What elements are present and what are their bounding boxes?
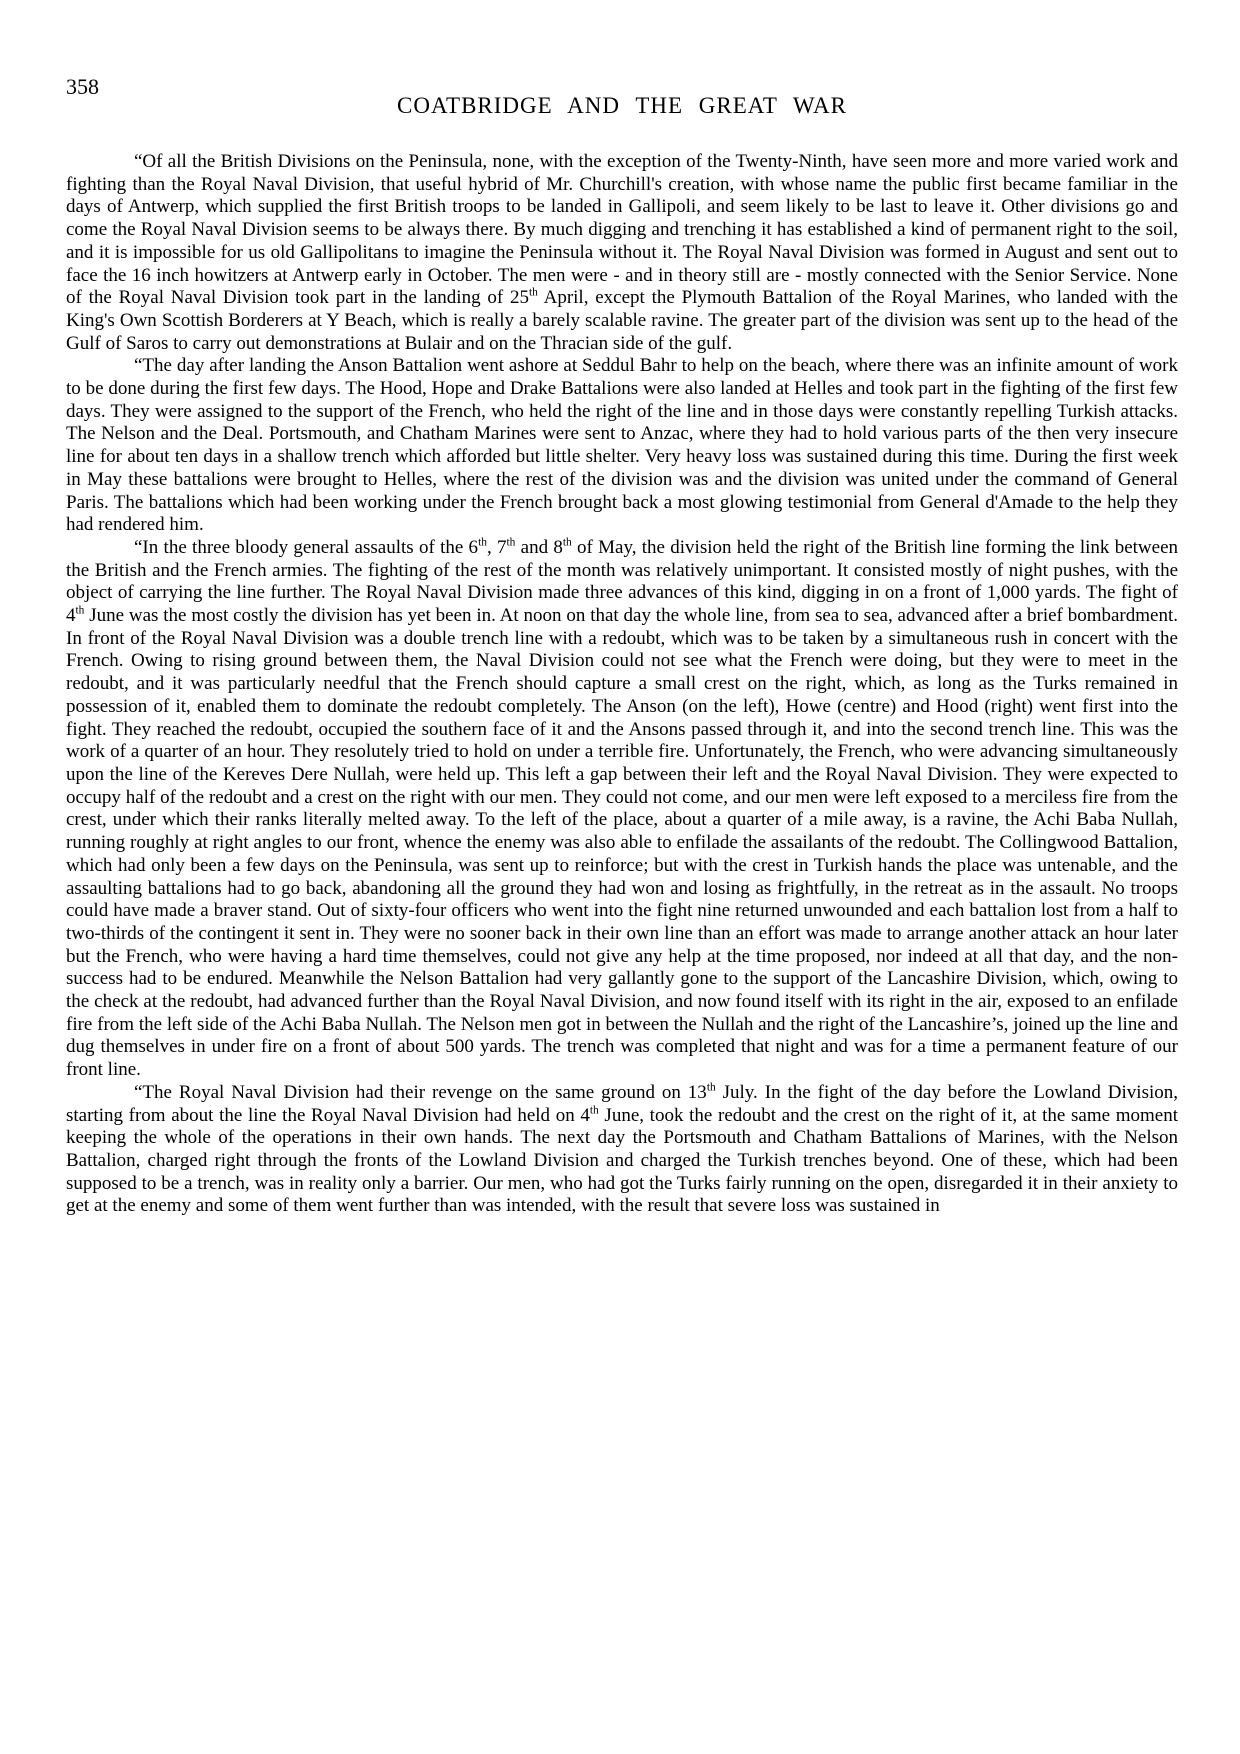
page-number: 358 [66,74,99,99]
paragraph: “In the three bloody general assaults of the 6th, 7th and 8th of May, the division held the right of the British line forming the link between the British and the French armies. The fighting of the rest of the month was relatively unimportant. It consisted mostly of night pushes, with the object of carrying the line further. The Royal Naval Division made three advances of this kind, digging in on a front of 1,000 yards. The fight of 4th June was the most costly the division has yet been in. At noon on that day the whole line, from sea to sea, advanced after a brief bombardment. In front of the Royal Naval Division was a double trench line with a redoubt, which was to be taken by a simultaneous rush in concert with the French. Owing to rising ground between them, the Naval Division could not see what the French were doing, but they were to meet in the redoubt, and it was particularly needful that the French should capture a small crest on the right, which, as long as the Turks remained in possession of it, enabled them to dominate the redoubt completely. The Anson (on the left), Howe (centre) and Hood (right) went first into the fight. They reached the redoubt, occupied the southern face of it and the Ansons passed through it, and into the second trench line. This was the work of a quarter of an hour. They resolutely tried to hold on under a terrible fire. Unfortunately, the French, who were advancing simultaneously upon the line of the Kereves Dere Nullah, were held up. This left a gap between their left and the Royal Naval Division. They were expected to occupy half of the redoubt and a crest on the right with our men. They could not come, and our men were left exposed to a merciless fire from the crest, under which their ranks literally melted away. To the left of the place, about a quarter of a mile away, is a ravine, the Achi Baba Nullah, running roughly at right angles to our front, whence the enemy was also able to enfilade the assailants of the redoubt. The Collingwood Battalion, which had only been a few days on the Peninsula, was sent up to reinforce; but with the crest in Turkish hands the place was untenable, and the assaulting battalions had to go back, abandoning all the ground they had won and losing as frightfully, in the retreat as in the assault. No troops could have made a braver stand. Out of sixty-four officers who went into the fight nine returned unwounded and each battalion lost from a half to two-thirds of the contingent it sent in. They were no sooner back in their own line than an effort was made to arrange another attack an hour later but the French, who were having a hard time themselves, could not give any help at the time proposed, nor indeed at all that day, and the non-success had to be endured. Meanwhile the Nelson Battalion had very gallantly gone to the support of the Lancashire Division, which, owing to the check at the redoubt, had advanced further than the Royal Naval Division, and now found itself with its right in the air, exposed to an enfilade fire from the left side of the Achi Baba Nullah. The Nelson men got in between the Nullah and the right of the Lancashire’s, joined up the line and dug themselves in under fire on a front of about 500 yards. The trench was completed that night and was for a time a permanent feature of our front line. [66,536,1179,1081]
ordinal-superscript: th [528,286,538,299]
paragraph: “The day after landing the Anson Battalion went ashore at Seddul Bahr to help on the beach, where there was an infinite amount of work to be done during the first few days. The Hood, Hope and Drake Battalions were also landed at Helles and took part in the fighting of the first few days. They were assigned to the support of the French, who held the right of the line and in those days were constantly repelling Turkish attacks. The Nelson and the Deal. Portsmouth, and Chatham Marines were sent to Anzac, where they had to hold various parts of the then very insecure line for about ten days in a shallow trench which afforded but little shelter. Very heavy loss was sustained during this time. During the first week in May these battalions were brought to Helles, where the rest of the division was and the division was united under the command of General Paris. The battalions which had been working under the French brought back a most glowing testimonial from General d'Amade to the help they had rendered him. [66,355,1178,536]
document-body [66,151,1178,1218]
ordinal-superscript: th [506,536,516,549]
ordinal-superscript: th [478,536,487,549]
ordinal-superscript: th [562,536,572,549]
ordinal-superscript: th [706,1081,716,1094]
paragraph: “Of all the British Divisions on the Peninsula, none, with the exception of the Twenty-Ninth, have seen more and more varied work and fighting than the Royal Naval Division, that useful hybrid of Mr. Churchill's creation, with whose name the public first became familiar in the days of Antwerp, which supplied the first British troops to be landed in Gallipoli, and seem likely to be last to leave it. Other divisions go and come the Royal Naval Division seems to be always there. By much digging and trenching it has established a kind of permanent right to the soil, and it is impossible for us old Gallipolitans to imagine the Peninsula without it. The Royal Naval Division was formed in August and sent out to face the 16 inch howitzers at Antwerp early in October. The men were - and in theory still are - mostly connected with the Senior Service. None of the Royal Naval Division took part in the landing of 25th April, except the Plymouth Battalion of the Royal Marines, who landed with the King's Own Scottish Borderers at Y Beach, which is really a barely scalable ravine. The greater part of the division was sent up to the head of the Gulf of Saros to carry out demonstrations at Bulair and on the Thracian side of the gulf. [66,151,1178,354]
ordinal-superscript: th [589,1104,599,1117]
page-title: COATBRIDGE AND THE GREAT WAR [397,93,847,118]
ordinal-superscript: th [75,604,85,617]
paragraph: “The Royal Naval Division had their revenge on the same ground on 13th July. In the fight of the day before the Lowland Division, starting from about the line the Royal Naval Division had held on 4th June, took the redoubt and the crest on the right of it, at the same moment keeping the whole of the operations in their own hands. The next day the Portsmouth and Chatham Battalions of Marines, with the Nelson Battalion, charged right through the fronts of the Lowland Division and charged the Turkish trenches beyond. One of these, which had been supposed to be a trench, was in reality only a barrier. Our men, who had got the Turks fairly running on the open, disregarded it in their anxiety to get at the enemy and some of them went further than was intended, with the result that severe loss was sustained in [66,1081,1178,1217]
